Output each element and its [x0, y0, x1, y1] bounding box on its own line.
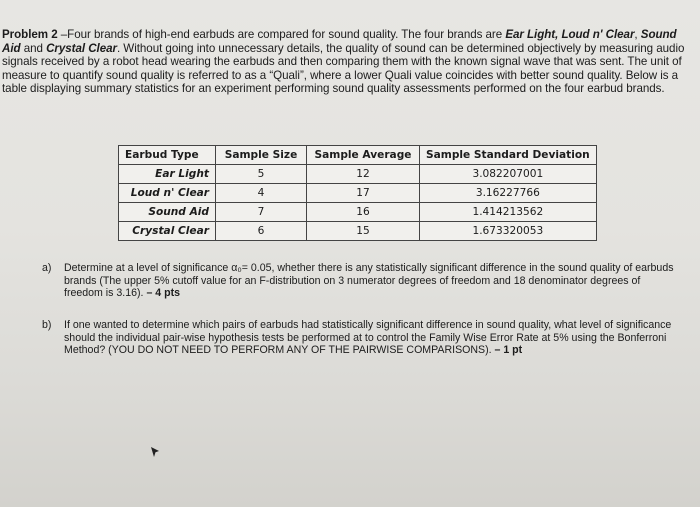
table-row: [119, 222, 597, 241]
problem-text-1: –Four brands of high-end earbuds are compared for sound quality. The four brands are: [57, 28, 506, 41]
sample-std-dev-cell: 3.082207001: [420, 165, 597, 184]
question-a-points: – 4 pts: [146, 287, 180, 300]
question-b-text: If one wanted to determine which pairs of earbuds had statistically significant difference in sound quality, what level of significance should the individual pair-wise hypothesis tests be performed at to control the Family Wise Error Rate at 5% using the Bonferroni Method? (YOU DO NOT NEED TO PERFORM ANY OF THE PAIRWISE COMPARISONS).: [64, 319, 672, 357]
earbud-type-cell: Sound Aid: [119, 203, 216, 222]
summary-statistics-table: [118, 145, 597, 241]
table-row: [119, 203, 597, 222]
problem-heading: Problem 2: [2, 28, 58, 41]
sample-std-dev-cell: 1.414213562: [420, 203, 597, 222]
header-sample-std-dev: Sample Standard Deviation: [420, 146, 597, 165]
sample-average-cell: 12: [307, 165, 420, 184]
table-row: [119, 184, 597, 203]
header-earbud-type: Earbud Type: [119, 146, 216, 165]
brand-name-sound-aid: Sound Aid: [2, 28, 677, 55]
header-sample-size: Sample Size: [216, 146, 307, 165]
question-a: [42, 262, 682, 300]
table-header-row: [119, 146, 597, 165]
sample-size-cell: 4: [216, 184, 307, 203]
question-b: [42, 319, 682, 357]
problem-text-2: ,: [634, 28, 641, 41]
earbud-type-cell: Crystal Clear: [119, 222, 216, 241]
sample-average-cell: 15: [307, 222, 420, 241]
sample-size-cell: 6: [216, 222, 307, 241]
question-a-text: Determine at a level of significance α₀= 0.05, whether there is any statistically significant difference in the sound quality of earbuds brands (The upper 5% cutoff value for an F-distribution on 3 numerator degrees of freedom and 18 denominator degrees of freedom is 3.16).: [64, 262, 674, 300]
earbud-type-cell: Loud n' Clear: [119, 184, 216, 203]
question-b-points: – 1 pt: [494, 344, 523, 357]
problem-text-3: and: [20, 41, 47, 55]
question-a-label: a): [42, 262, 52, 274]
sample-std-dev-cell: 1.673320053: [420, 222, 597, 241]
sample-average-cell: 17: [307, 184, 420, 203]
problem-statement: [2, 28, 692, 96]
table-row: [119, 165, 597, 184]
mouse-pointer-icon: [150, 446, 160, 458]
brand-name-crystal-clear: Crystal Clear: [46, 41, 117, 55]
sample-size-cell: 5: [216, 165, 307, 184]
sample-std-dev-cell: 3.16227766: [420, 184, 597, 203]
header-sample-average: Sample Average: [307, 146, 420, 165]
sample-size-cell: 7: [216, 203, 307, 222]
problem-text-4: . Without going into unnecessary details, the quality of sound can be determined objectively by measuring audio signals received by a robot head wearing the earbuds and then comparing them with the known signal wave that was sent. The unit of measure to quantify sound quality is referred to as a “Quali”, where a lower Quali value coincides with better sound quality. Below is a table displaying summary statistics for an experiment performing sound quality assessments performed on the four earbud brands.: [2, 41, 685, 96]
earbud-type-cell: Ear Light: [119, 165, 216, 184]
brand-names-1: Ear Light, Loud n' Clear: [505, 28, 635, 41]
question-b-label: b): [42, 319, 52, 331]
sample-average-cell: 16: [307, 203, 420, 222]
